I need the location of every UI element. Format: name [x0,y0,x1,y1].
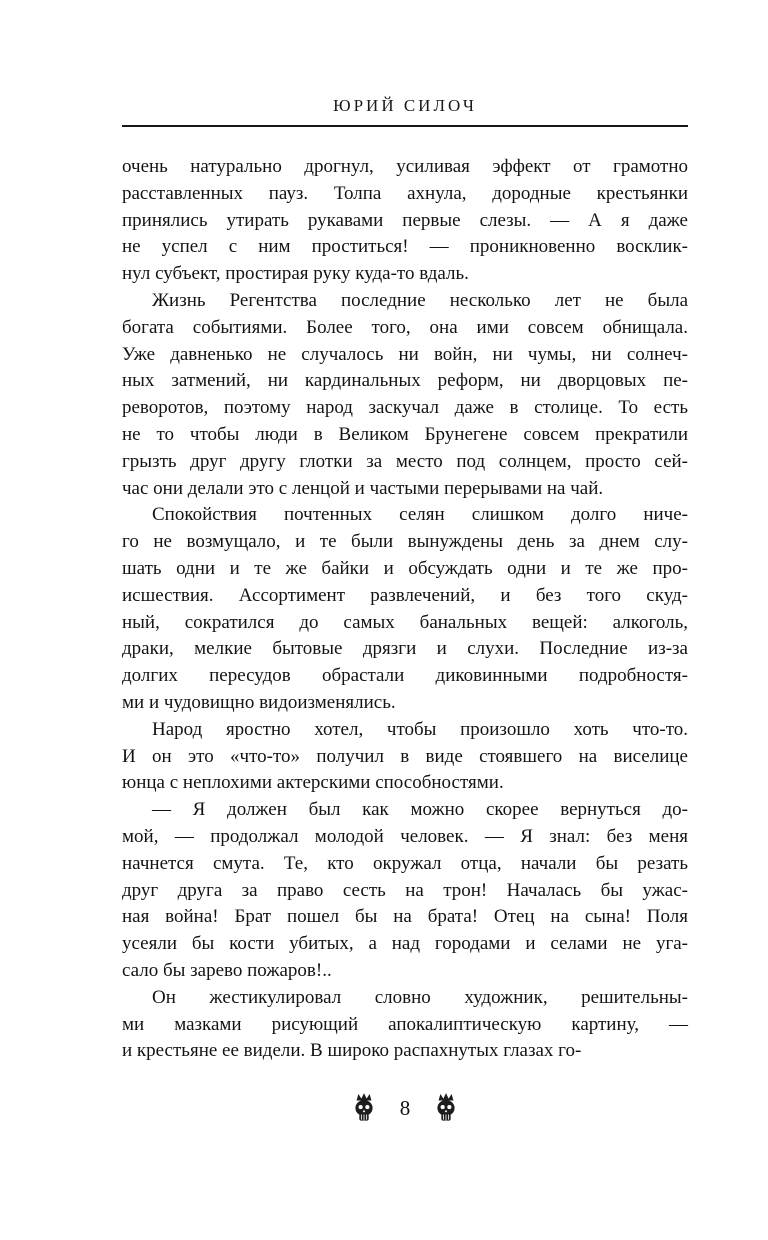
text-line: исшествия. Ассортимент развлечений, и без того скуд- [122,584,688,606]
text-line: И он это «что-то» получил в виде стоявшего на виселице [122,745,688,767]
paragraph [122,985,688,1065]
paragraph [122,717,688,797]
text-line: ми и чудовищно видоизменялись. [122,691,396,713]
text-line: драки, мелкие бытовые дрязги и слухи. Последние из-за [122,638,688,660]
running-header: ЮРИЙ СИЛОЧ [333,96,477,115]
page-number: 8 [399,1095,411,1120]
text-line: долгих пересудов обрастали диковинными подробностя- [122,665,688,687]
text-line: грызть друг другу глотки за место под солнцем, просто сей- [122,450,688,472]
text-line: богата событиями. Более того, она ими совсем обнищала. [122,316,688,338]
text-line: шать одни и те же байки и обсуждать одни и те же про- [122,557,688,579]
text-line: го не возмущало, и те были вынуждены день за днем слу- [122,531,688,553]
text-line: Народ яростно хотел, чтобы произошло хоть что-то. [152,718,688,740]
text-line: и крестьяне ее видели. В широко распахнутых глазах го- [122,1040,582,1062]
paragraph [122,502,688,716]
text-line: очень натурально дрогнул, усиливая эффект от грамотно [122,156,688,177]
text-line: Жизнь Регентства последние несколько лет не была [152,289,688,311]
text-line: — Я должен был как можно скорее вернуться до- [152,799,688,821]
text-line: Он жестикулировал словно художник, решительны- [152,986,688,1008]
text-line: юнца с неплохими актерскими способностями. [122,772,504,794]
text-line: принялись утирать рукавами первые слезы. — А я даже [122,209,688,231]
page-footer [122,1091,688,1125]
text-line: сало бы зарево пожаров!.. [122,959,332,981]
text-line: не успел с ним проститься! — проникновенно восклик- [122,236,688,258]
skull-ornament-left-icon [350,1091,378,1125]
paragraph [122,797,688,985]
paragraph [122,288,688,502]
text-line: начнется смута. Те, кто окружал отца, начали бы резать [122,852,688,874]
text-line: ми мазками рисующий апокалиптическую картину, — [122,1013,688,1035]
text-line: мой, — продолжал молодой человек. — Я знал: без меня [122,825,688,847]
text-line: Спокойствия почтенных селян слишком долго ниче- [152,504,688,526]
text-line: Уже давненько не случалось ни войн, ни чумы, ни солнеч- [122,343,688,365]
text-line: ная война! Брат пошел бы на брата! Отец на сына! Поля [122,906,688,928]
text-line: нул субъект, простирая руку куда-то вдаль. [122,263,469,285]
header-rule [122,125,688,127]
skull-ornament-right-icon [432,1091,460,1125]
text-line: реворотов, поэтому народ заскучал даже в столице. То есть [122,397,688,419]
text-line: друг друга за право сесть на трон! Началась бы ужас- [122,879,688,901]
text-block [122,154,688,1065]
paragraph [122,154,688,288]
text-line: усеяли бы кости убитых, а над городами и селами не уга- [122,933,688,955]
text-line: час они делали это с ленцой и частыми перерывами на чай. [122,477,604,499]
text-line: расставленных пауз. Толпа ахнула, дородные крестьянки [122,182,688,204]
text-line: ных затмений, ни кардинальных реформ, ни дворцовых пе- [122,370,688,392]
text-line: не то чтобы люди в Великом Брунегене совсем прекратили [122,423,688,445]
text-line: ный, сократился до самых банальных вещей: алкоголь, [122,611,688,633]
